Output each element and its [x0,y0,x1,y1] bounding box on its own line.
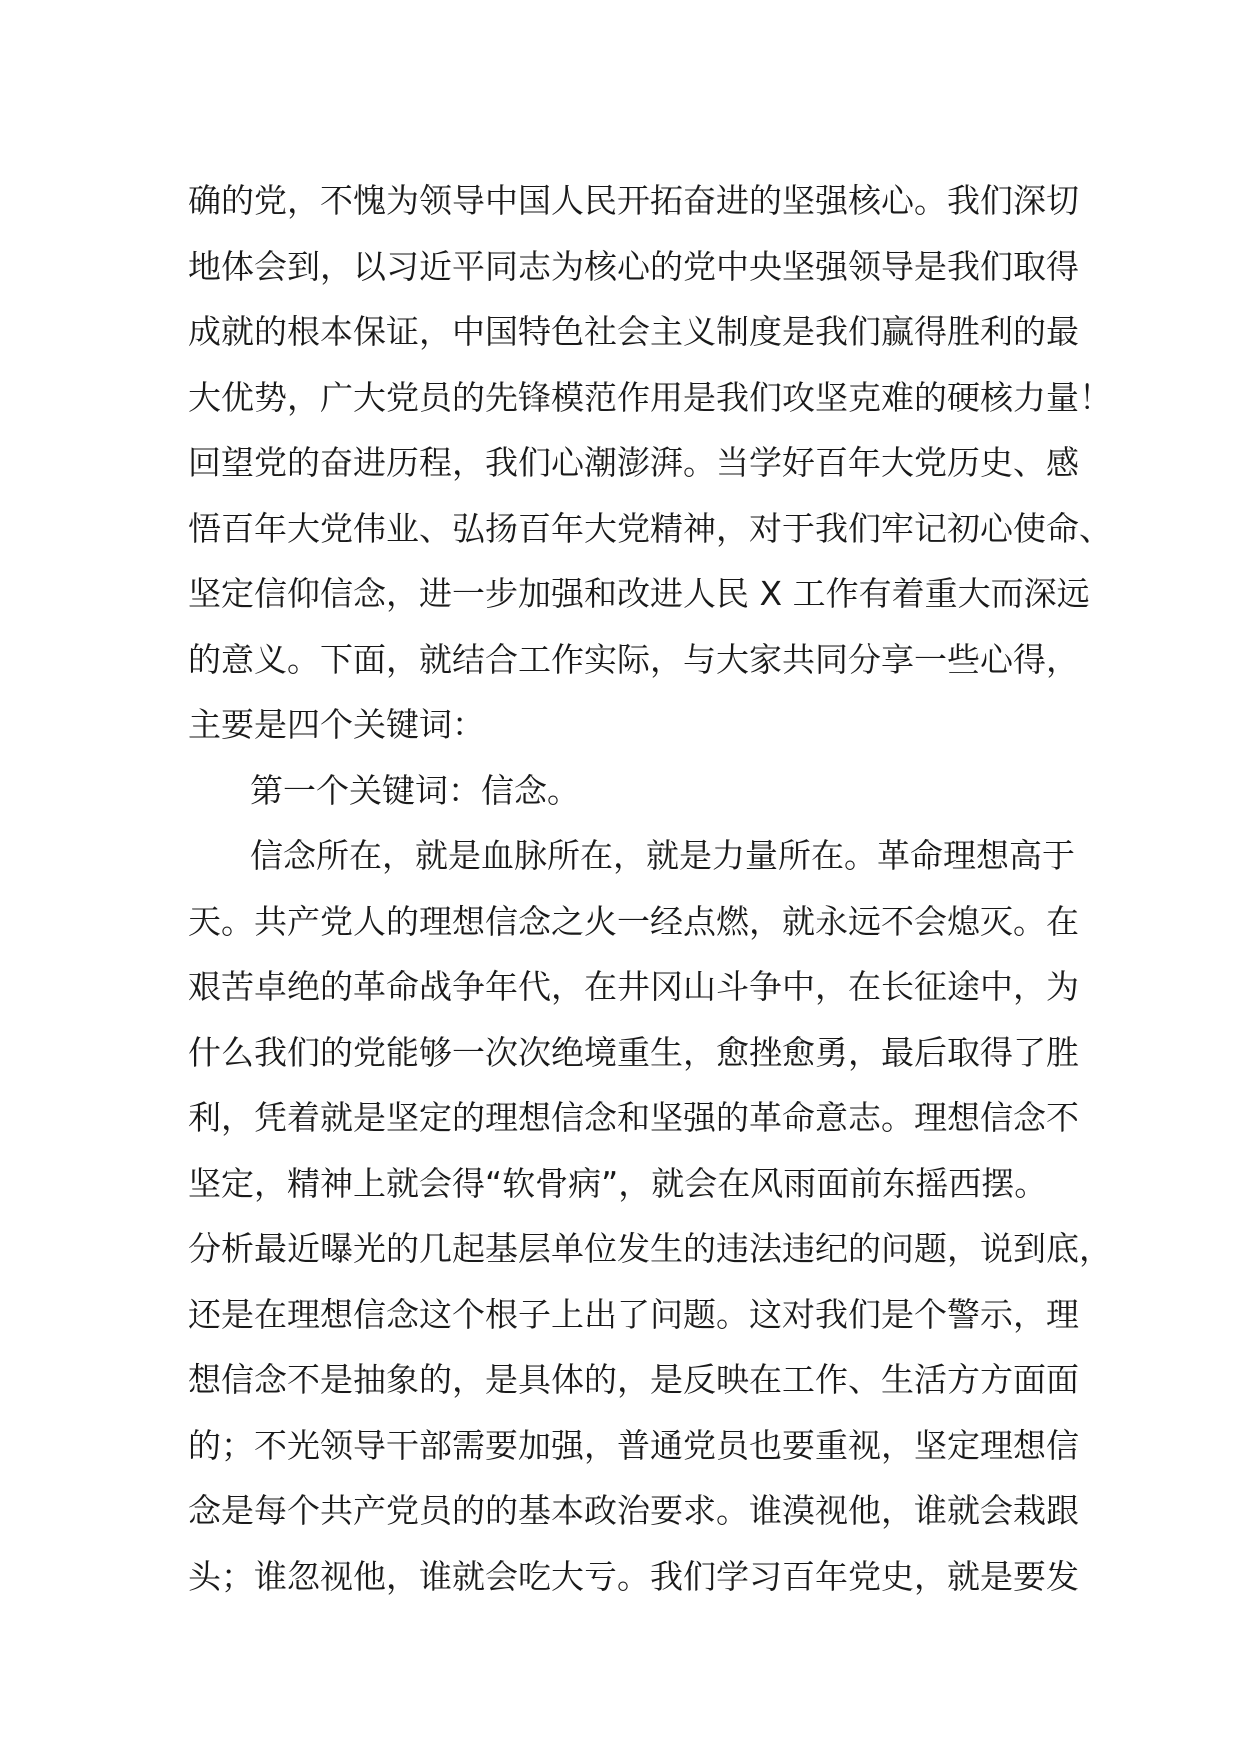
text-line: 的；不光领导干部需要加强，普通党员也要重视，坚定理想信 [188,1425,1079,1465]
text-line: 坚定信仰信念，进一步加强和改进人民 X 工作有着重大而深远 [188,574,1090,613]
text-line: 还是在理想信念这个根子上出了问题。这对我们是个警示，理 [188,1294,1079,1334]
text-line: 的意义。下面，就结合工作实际，与大家共同分享一些心得， [188,639,1079,679]
text-line: 利，凭着就是坚定的理想信念和坚强的革命意志。理想信念不 [188,1098,1079,1137]
text-line: 头；谁忽视他，谁就会吃大亏。我们学习百年党史，就是要发 [188,1556,1079,1596]
text-line: 主要是四个关键词： [188,705,485,744]
text-line: 坚定，精神上就会得“软骨病”，就会在风雨面前东摇西摆。 [188,1163,1048,1203]
text-line: 确的党，不愧为领导中国人民开拓奋进的坚强核心。我们深切 [188,181,1079,220]
text-line: 天。共产党人的理想信念之火一经点燃，就永远不会熄灭。在 [188,901,1079,941]
text-line: 成就的根本保证，中国特色社会主义制度是我们赢得胜利的最 [188,312,1079,351]
text-line: 艰苦卓绝的革命战争年代，在井冈山斗争中，在长征途中，为 [188,967,1079,1006]
text-line: 念是每个共产党员的的基本政治要求。谁漠视他，谁就会栽跟 [188,1491,1079,1530]
text-line: 什么我们的党能够一次次绝境重生，愈挫愈勇，最后取得了胜 [188,1032,1079,1072]
section-heading: 第一个关键词：信念。 [250,770,580,810]
body-text [188,168,1112,1609]
text-line: 地体会到，以习近平同志为核心的党中央坚强领导是我们取得 [188,246,1079,286]
paragraph-first-line: 信念所在，就是血脉所在，就是力量所在。革命理想高于 [250,836,1075,875]
text-line: 悟百年大党伟业、弘扬百年大党精神，对于我们牢记初心使命、 [188,508,1112,548]
text-line: 想信念不是抽象的，是具体的，是反映在工作、生活方方面面 [188,1360,1079,1399]
text-line: 大优势，广大党员的先锋模范作用是我们攻坚克难的硬核力量！ [188,377,1112,417]
text-line: 分析最近曝光的几起基层单位发生的违法违纪的问题，说到底， [188,1229,1112,1268]
text-line: 回望党的奋进历程，我们心潮澎湃。当学好百年大党历史、感 [188,443,1079,482]
